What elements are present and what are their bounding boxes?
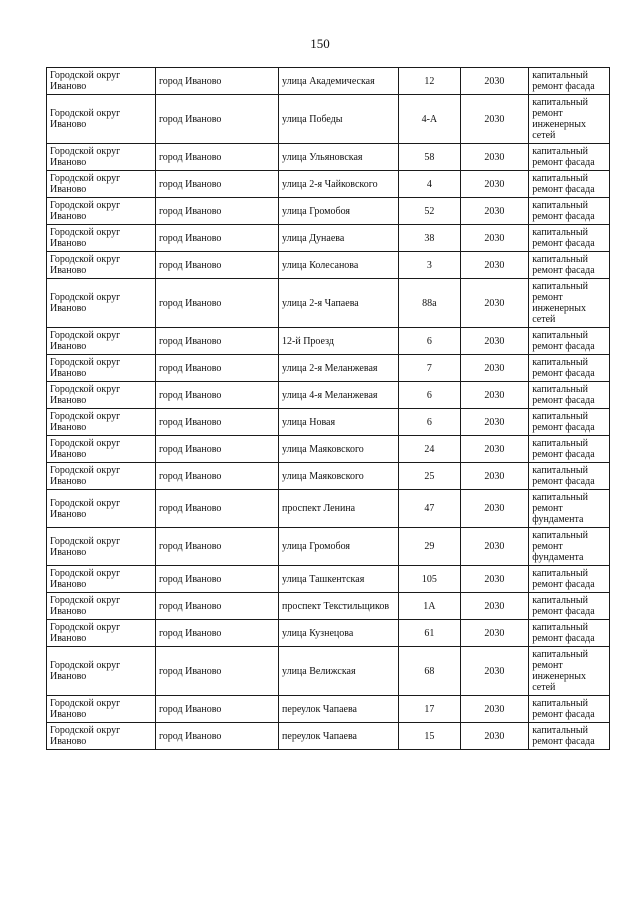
year-cell: 2030: [460, 68, 529, 95]
year-cell: 2030: [460, 528, 529, 566]
house-number-cell: 17: [399, 696, 461, 723]
okrug-cell: Городской округ Иваново: [47, 355, 156, 382]
work-type-cell: капитальный ремонт фасада: [529, 382, 610, 409]
city-cell: город Иваново: [155, 225, 278, 252]
street-cell: улица Академическая: [279, 68, 399, 95]
house-number-cell: 47: [399, 490, 461, 528]
house-number-cell: 6: [399, 409, 461, 436]
table-row: [47, 620, 610, 647]
table-row: [47, 566, 610, 593]
okrug-cell: Городской округ Иваново: [47, 566, 156, 593]
city-cell: город Иваново: [155, 279, 278, 328]
city-cell: город Иваново: [155, 490, 278, 528]
street-cell: улица Дунаева: [279, 225, 399, 252]
okrug-cell: Городской округ Иваново: [47, 198, 156, 225]
year-cell: 2030: [460, 355, 529, 382]
year-cell: 2030: [460, 593, 529, 620]
year-cell: 2030: [460, 171, 529, 198]
year-cell: 2030: [460, 723, 529, 750]
okrug-cell: Городской округ Иваново: [47, 647, 156, 696]
year-cell: 2030: [460, 198, 529, 225]
registry-table: [46, 67, 610, 750]
table-row: [47, 279, 610, 328]
city-cell: город Иваново: [155, 647, 278, 696]
work-type-cell: капитальный ремонт инженерных сетей: [529, 647, 610, 696]
okrug-cell: Городской округ Иваново: [47, 279, 156, 328]
house-number-cell: 4-А: [399, 95, 461, 144]
work-type-cell: капитальный ремонт фасада: [529, 566, 610, 593]
year-cell: 2030: [460, 620, 529, 647]
okrug-cell: Городской округ Иваново: [47, 225, 156, 252]
work-type-cell: капитальный ремонт фасада: [529, 198, 610, 225]
table-row: [47, 198, 610, 225]
city-cell: город Иваново: [155, 68, 278, 95]
street-cell: улица Победы: [279, 95, 399, 144]
table-row: [47, 355, 610, 382]
work-type-cell: капитальный ремонт фундамента: [529, 490, 610, 528]
work-type-cell: капитальный ремонт инженерных сетей: [529, 279, 610, 328]
okrug-cell: Городской округ Иваново: [47, 328, 156, 355]
year-cell: 2030: [460, 647, 529, 696]
table-row: [47, 490, 610, 528]
house-number-cell: 68: [399, 647, 461, 696]
work-type-cell: капитальный ремонт фасада: [529, 723, 610, 750]
okrug-cell: Городской округ Иваново: [47, 68, 156, 95]
year-cell: 2030: [460, 225, 529, 252]
okrug-cell: Городской округ Иваново: [47, 252, 156, 279]
okrug-cell: Городской округ Иваново: [47, 593, 156, 620]
house-number-cell: 38: [399, 225, 461, 252]
street-cell: улица Громобоя: [279, 198, 399, 225]
table-row: [47, 144, 610, 171]
street-cell: улица Колесанова: [279, 252, 399, 279]
street-cell: 12-й Проезд: [279, 328, 399, 355]
city-cell: город Иваново: [155, 171, 278, 198]
year-cell: 2030: [460, 252, 529, 279]
okrug-cell: Городской округ Иваново: [47, 528, 156, 566]
work-type-cell: капитальный ремонт фасада: [529, 144, 610, 171]
table-row: [47, 252, 610, 279]
year-cell: 2030: [460, 144, 529, 171]
house-number-cell: 61: [399, 620, 461, 647]
work-type-cell: капитальный ремонт фасада: [529, 171, 610, 198]
okrug-cell: Городской округ Иваново: [47, 144, 156, 171]
house-number-cell: 7: [399, 355, 461, 382]
okrug-cell: Городской округ Иваново: [47, 490, 156, 528]
street-cell: улица Ташкентская: [279, 566, 399, 593]
work-type-cell: капитальный ремонт фасада: [529, 593, 610, 620]
house-number-cell: 12: [399, 68, 461, 95]
city-cell: город Иваново: [155, 328, 278, 355]
work-type-cell: капитальный ремонт фасада: [529, 328, 610, 355]
year-cell: 2030: [460, 328, 529, 355]
page-number: 150: [310, 36, 330, 51]
table-row: [47, 723, 610, 750]
city-cell: город Иваново: [155, 252, 278, 279]
city-cell: город Иваново: [155, 696, 278, 723]
house-number-cell: 3: [399, 252, 461, 279]
house-number-cell: 4: [399, 171, 461, 198]
work-type-cell: капитальный ремонт фасада: [529, 436, 610, 463]
year-cell: 2030: [460, 409, 529, 436]
city-cell: город Иваново: [155, 409, 278, 436]
okrug-cell: Городской округ Иваново: [47, 696, 156, 723]
house-number-cell: 6: [399, 328, 461, 355]
house-number-cell: 105: [399, 566, 461, 593]
city-cell: город Иваново: [155, 436, 278, 463]
city-cell: город Иваново: [155, 620, 278, 647]
table-row: [47, 328, 610, 355]
table-row: [47, 382, 610, 409]
table-row: [47, 593, 610, 620]
city-cell: город Иваново: [155, 198, 278, 225]
street-cell: улица Кузнецова: [279, 620, 399, 647]
city-cell: город Иваново: [155, 144, 278, 171]
okrug-cell: Городской округ Иваново: [47, 382, 156, 409]
table-row: [47, 696, 610, 723]
year-cell: 2030: [460, 95, 529, 144]
street-cell: улица Новая: [279, 409, 399, 436]
city-cell: город Иваново: [155, 528, 278, 566]
table-row: [47, 171, 610, 198]
table-row: [47, 528, 610, 566]
city-cell: город Иваново: [155, 593, 278, 620]
city-cell: город Иваново: [155, 355, 278, 382]
house-number-cell: 15: [399, 723, 461, 750]
house-number-cell: 88а: [399, 279, 461, 328]
registry-table-body: [47, 68, 610, 750]
house-number-cell: 6: [399, 382, 461, 409]
city-cell: город Иваново: [155, 382, 278, 409]
street-cell: улица Громобоя: [279, 528, 399, 566]
house-number-cell: 24: [399, 436, 461, 463]
street-cell: переулок Чапаева: [279, 696, 399, 723]
house-number-cell: 52: [399, 198, 461, 225]
city-cell: город Иваново: [155, 723, 278, 750]
street-cell: улица Ульяновская: [279, 144, 399, 171]
table-row: [47, 68, 610, 95]
year-cell: 2030: [460, 696, 529, 723]
table-row: [47, 95, 610, 144]
street-cell: улица 4-я Меланжевая: [279, 382, 399, 409]
okrug-cell: Городской округ Иваново: [47, 463, 156, 490]
year-cell: 2030: [460, 463, 529, 490]
work-type-cell: капитальный ремонт фасада: [529, 225, 610, 252]
table-row: [47, 225, 610, 252]
year-cell: 2030: [460, 566, 529, 593]
work-type-cell: капитальный ремонт фасада: [529, 68, 610, 95]
year-cell: 2030: [460, 490, 529, 528]
work-type-cell: капитальный ремонт фасада: [529, 620, 610, 647]
street-cell: улица Велижская: [279, 647, 399, 696]
table-row: [47, 647, 610, 696]
city-cell: город Иваново: [155, 566, 278, 593]
work-type-cell: капитальный ремонт фасада: [529, 696, 610, 723]
work-type-cell: капитальный ремонт фасада: [529, 463, 610, 490]
house-number-cell: 25: [399, 463, 461, 490]
city-cell: город Иваново: [155, 95, 278, 144]
house-number-cell: 1А: [399, 593, 461, 620]
year-cell: 2030: [460, 382, 529, 409]
okrug-cell: Городской округ Иваново: [47, 436, 156, 463]
house-number-cell: 29: [399, 528, 461, 566]
street-cell: улица Маяковского: [279, 463, 399, 490]
year-cell: 2030: [460, 436, 529, 463]
okrug-cell: Городской округ Иваново: [47, 409, 156, 436]
street-cell: проспект Ленина: [279, 490, 399, 528]
street-cell: переулок Чапаева: [279, 723, 399, 750]
okrug-cell: Городской округ Иваново: [47, 620, 156, 647]
table-row: [47, 436, 610, 463]
table-row: [47, 463, 610, 490]
work-type-cell: капитальный ремонт фундамента: [529, 528, 610, 566]
okrug-cell: Городской округ Иваново: [47, 171, 156, 198]
work-type-cell: капитальный ремонт фасада: [529, 252, 610, 279]
work-type-cell: капитальный ремонт фасада: [529, 355, 610, 382]
city-cell: город Иваново: [155, 463, 278, 490]
work-type-cell: капитальный ремонт фасада: [529, 409, 610, 436]
street-cell: улица 2-я Чайковского: [279, 171, 399, 198]
okrug-cell: Городской округ Иваново: [47, 95, 156, 144]
house-number-cell: 58: [399, 144, 461, 171]
street-cell: проспект Текстильщиков: [279, 593, 399, 620]
year-cell: 2030: [460, 279, 529, 328]
okrug-cell: Городской округ Иваново: [47, 723, 156, 750]
work-type-cell: капитальный ремонт инженерных сетей: [529, 95, 610, 144]
street-cell: улица Маяковского: [279, 436, 399, 463]
street-cell: улица 2-я Чапаева: [279, 279, 399, 328]
table-row: [47, 409, 610, 436]
street-cell: улица 2-я Меланжевая: [279, 355, 399, 382]
